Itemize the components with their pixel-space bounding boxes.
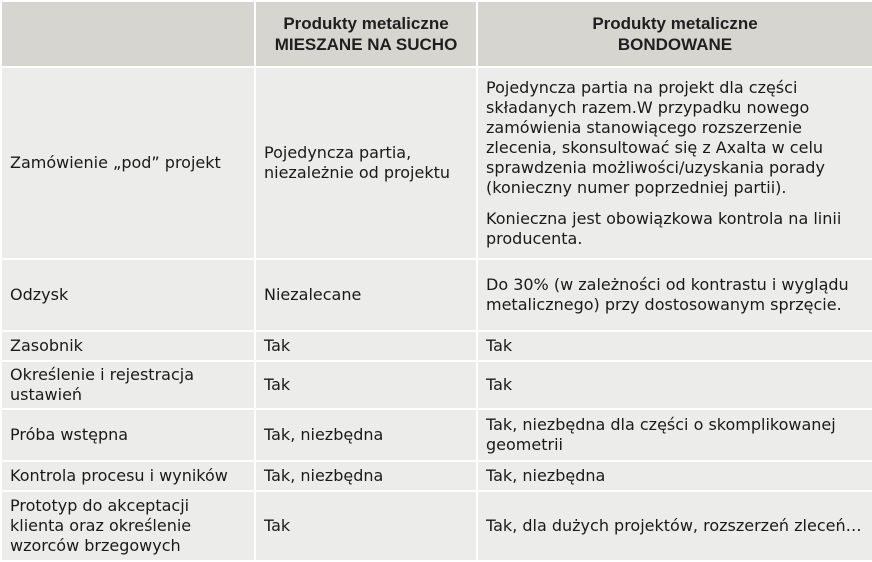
dry-blended-value: Niezalecane — [255, 259, 477, 331]
bonded-value: Do 30% (w zależności od kontrastu i wyglądu metalicznego) przy dostosowanym sprzęcie. — [477, 259, 872, 331]
table-header-row — [1, 1, 872, 67]
header-bonded-line2: BONDOWANE — [617, 35, 733, 54]
row-label: Odzysk — [1, 259, 255, 331]
row-label: Zasobnik — [1, 331, 255, 361]
header-dry-blended-line2: MIESZANE NA SUCHO — [274, 35, 458, 54]
table-row — [1, 331, 872, 361]
row-label: Zamówienie „pod” projekt — [1, 67, 255, 259]
bonded-value: Tak — [477, 361, 872, 409]
table-row — [1, 491, 872, 561]
table-row — [1, 461, 872, 491]
header-dry-blended — [255, 1, 477, 67]
header-bonded-line1: Produkty metaliczne — [592, 14, 758, 33]
dry-blended-value: Tak — [255, 361, 477, 409]
dry-blended-value: Pojedyncza partia, niezależnie od projektu — [255, 67, 477, 259]
bonded-value-note: Konieczna jest obowiązkowa kontrola na linii producenta. — [486, 208, 842, 248]
dry-blended-value: Tak, niezbędna — [255, 461, 477, 491]
table-row — [1, 67, 872, 259]
table-row — [1, 259, 872, 331]
header-corner-cell — [1, 1, 255, 67]
dry-blended-value: Tak — [255, 331, 477, 361]
row-label: Prototyp do akceptacji klienta oraz określenie wzorców brzegowych — [1, 491, 255, 561]
bonded-value: Tak, niezbędna dla części o skomplikowanej geometrii — [477, 409, 872, 461]
bonded-value: Tak, dla dużych projektów, rozszerzeń zleceń… — [477, 491, 872, 561]
bonded-value: Tak — [477, 331, 872, 361]
row-label: Określenie i rejestracja ustawień — [1, 361, 255, 409]
table-row — [1, 409, 872, 461]
table-row — [1, 361, 872, 409]
row-label: Próba wstępna — [1, 409, 255, 461]
bonded-value: Tak, niezbędna — [477, 461, 872, 491]
header-dry-blended-line1: Produkty metaliczne — [283, 14, 449, 33]
dry-blended-value: Tak — [255, 491, 477, 561]
dry-blended-value: Tak, niezbędna — [255, 409, 477, 461]
row-label: Kontrola procesu i wyników — [1, 461, 255, 491]
bonded-value — [477, 67, 872, 259]
header-bonded — [477, 1, 872, 67]
bonded-value-text: Pojedyncza partia na projekt dla części składanych razem.W przypadku nowego zamówienia stanowiącego rozszerzenie zlecenia, skonsultować się z Axalta w celu sprawdzenia możliwości/uzyskania porady (konieczny numer poprzedniej partii). — [486, 77, 825, 197]
